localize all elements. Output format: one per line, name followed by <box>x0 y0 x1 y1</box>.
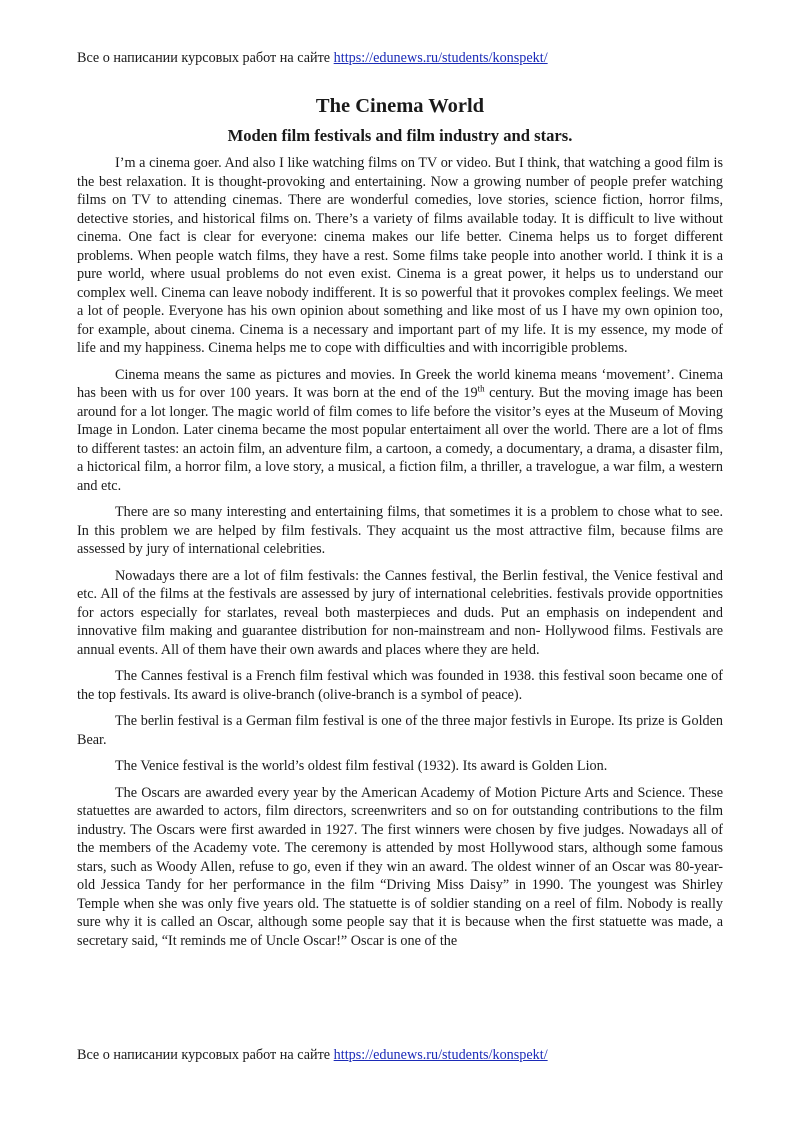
paragraph-4: Nowadays there are a lot of film festivals: the Cannes festival, the Berlin festival, the Venice festival and etc. All of the films at the festivals are assessed by jury of international celebrities. festivals provide opportnities for actors especially for starlates, reveal both masterpieces and duds. Put an emphasis on independent and innovative film making and guarantee distribution for non-mainstream and non- Hollywood films. Festivals are annual events. All of them have their own awards and places where they are held. <box>77 567 723 658</box>
paragraph-2-start: Cinema means the same as pictures and movies. In Greek the world kinema means ‘movement’. Cinema has been with us for over 100 years. It was born at the end of the 19 <box>77 366 723 401</box>
superscript-th: th <box>477 383 485 394</box>
paragraph-3: There are so many interesting and entertaining films, that sometimes it is a problem to chose what to see. In this problem we are helped by film festivals. They acquaint us the most attractive film, because films are assessed by jury of international celebrities. <box>77 504 723 557</box>
footer-link[interactable]: https://edunews.ru/students/konspekt/ <box>333 1047 548 1063</box>
paragraph-8: The Oscars are awarded every year by the American Academy of Motion Picture Arts and Science. These statuettes are awarded to actors, film directors, screenwriters and so on for outstanding contributions to the film industry. The Oscars were first awarded in 1927. The first winners were chosen by five judges. Nowadays all of the members of the Academy vote. The ceremony is attended by most Hollywood stars, although some famous stars, such as Woody Allen, refuse to go, even if they win an award. The oldest winner of an Oscar was 80-year- old Jessica Tandy for her performance in the film “Driving Miss Daisy” in 1990. The youngest was Shirley Temple when she was only five years old. The statuette is of soldier standing on a reel of film. Nobody is really sure why it is called an Oscar, although some people say that it is because when the first statuette was made, a secretary said, “It reminds me of Uncle Oscar!” Oscar is one of the <box>77 784 723 949</box>
paragraph-5: The Cannes festival is a French film festival which was founded in 1938. this festival soon became one of the top festivals. Its award is olive-branch (olive-branch is a symbol of peace). <box>77 668 723 703</box>
footer-text: Все о написании курсовых работ на сайте <box>77 1047 334 1063</box>
document-body <box>77 93 723 958</box>
paragraph-1: I’m a cinema goer. And also I like watching films on TV or video. But I think, that watching a good film is the best relaxation. It is thought-provoking and entertaining. Now a growing number of people prefer watching films on TV to attending cinemas. There are wonderful comedies, love stories, science fiction, horror films, detective stories, and historical films on. There’s a variety of films available today. It is difficult to live without cinema. One fact is clear for everyone: cinema makes our life better. Cinema helps us to forget different problems. When people watch films, they have a rest. Some films take people into another world. I think it is a pure world, where usual problems do not even exist. Cinema is a great power, it helps us to understand our complex well. Cinema can leave nobody indifferent. It is so powerful that it provokes complex feelings. We meet a lot of people. Everyone has his own opinion about something and like most of us I have my own opinion too, for example, about cinema. Cinema is a necessary and important part of my life. It is my essence, my mode of life and my happiness. Cinema helps me to cope with difficulties and with incorrigible problems. <box>77 155 723 356</box>
paragraph-6: The berlin festival is a German film festival is one of the three major festivls in Europe. Its prize is Golden Bear. <box>77 713 723 748</box>
paragraph-2-end: century. But the moving image has been around for a lot longer. The magic world of film comes to life before the visitor’s eyes at the Museum of Moving Image in London. Later cinema became the most popular entertaiment all over the world. There are a lot of flms to different tastes: an actoin film, an adventure film, a cartoon, a comedy, a documentary, a drama, a disaster film, a hictorical film, a horror film, a love story, a musical, a fiction film, a thriller, a travelogue, a war film, a western and etc. <box>77 385 723 494</box>
paragraph-2 <box>77 366 723 496</box>
document-subtitle: Moden film festivals and film industry and stars. <box>227 126 573 145</box>
document-title: The Cinema World <box>315 95 485 117</box>
header-text: Все о написании курсовых работ на сайте <box>77 50 334 66</box>
page-header <box>77 49 548 67</box>
header-link[interactable]: https://edunews.ru/students/konspekt/ <box>333 50 548 66</box>
paragraph-7: The Venice festival is the world’s oldest film festival (1932). Its award is Golden Lion. <box>115 758 608 774</box>
page-footer <box>77 1046 548 1064</box>
